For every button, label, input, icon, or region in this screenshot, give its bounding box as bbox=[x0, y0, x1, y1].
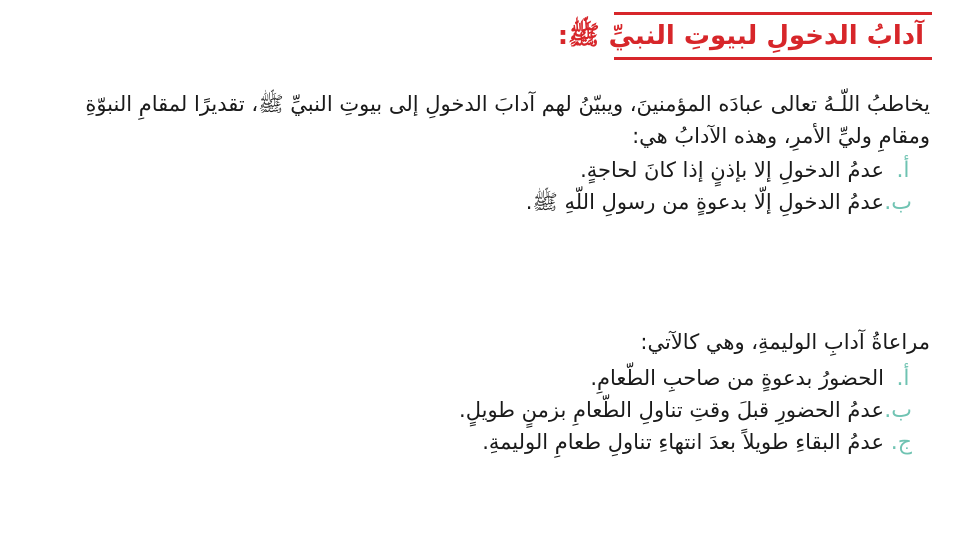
banquet-rules-list bbox=[459, 362, 912, 458]
list-item-text: عدمُ الدخولِ إلا بإذنٍ إذا كانَ لحاجةٍ. bbox=[580, 158, 884, 182]
banquet-intro: مراعاةُ آدابِ الوليمةِ، وهي كالآتي: bbox=[640, 330, 930, 354]
list-marker: ب. bbox=[884, 398, 912, 423]
list-item bbox=[526, 154, 912, 186]
entry-rules-list bbox=[526, 154, 912, 218]
list-item bbox=[526, 186, 912, 218]
list-marker: ج. bbox=[890, 430, 912, 455]
list-item-text: عدمُ البقاءِ طويلاً بعدَ انتهاءِ تناولِ طعامِ الوليمةِ. bbox=[482, 430, 884, 454]
list-item bbox=[459, 394, 912, 426]
list-item-text: عدمُ الحضورِ قبلَ وقتِ تناولِ الطّعامِ بزمنٍ طويلٍ. bbox=[459, 398, 884, 422]
list-marker: أ. bbox=[896, 366, 910, 391]
section-heading: آدابُ الدخولِ لبيوتِ النبيِّ ﷺ: bbox=[557, 21, 924, 51]
list-item-text: الحضورُ بدعوةٍ من صاحبِ الطّعامِ. bbox=[590, 366, 884, 390]
list-marker: أ. bbox=[896, 158, 910, 183]
list-item-text: عدمُ الدخولِ إلّا بدعوةٍ من رسولِ اللّهِ ﷺ. bbox=[525, 190, 884, 214]
list-marker: ب. bbox=[884, 190, 912, 215]
intro-paragraph-line-1: يخاطبُ اللّـهُ تعالى عبادَه المؤمنينَ، ويبيّنُ لهم آدابَ الدخولِ إلى بيوتِ النبيِّ ﷺ، تقديرًا لمقامِ النبوّةِ bbox=[85, 92, 930, 116]
intro-paragraph-line-2: ومقامِ وليِّ الأمرِ، وهذه الآدابُ هي: bbox=[632, 124, 930, 148]
section-heading-box bbox=[557, 12, 932, 60]
list-item bbox=[459, 362, 912, 394]
list-item bbox=[459, 426, 912, 458]
